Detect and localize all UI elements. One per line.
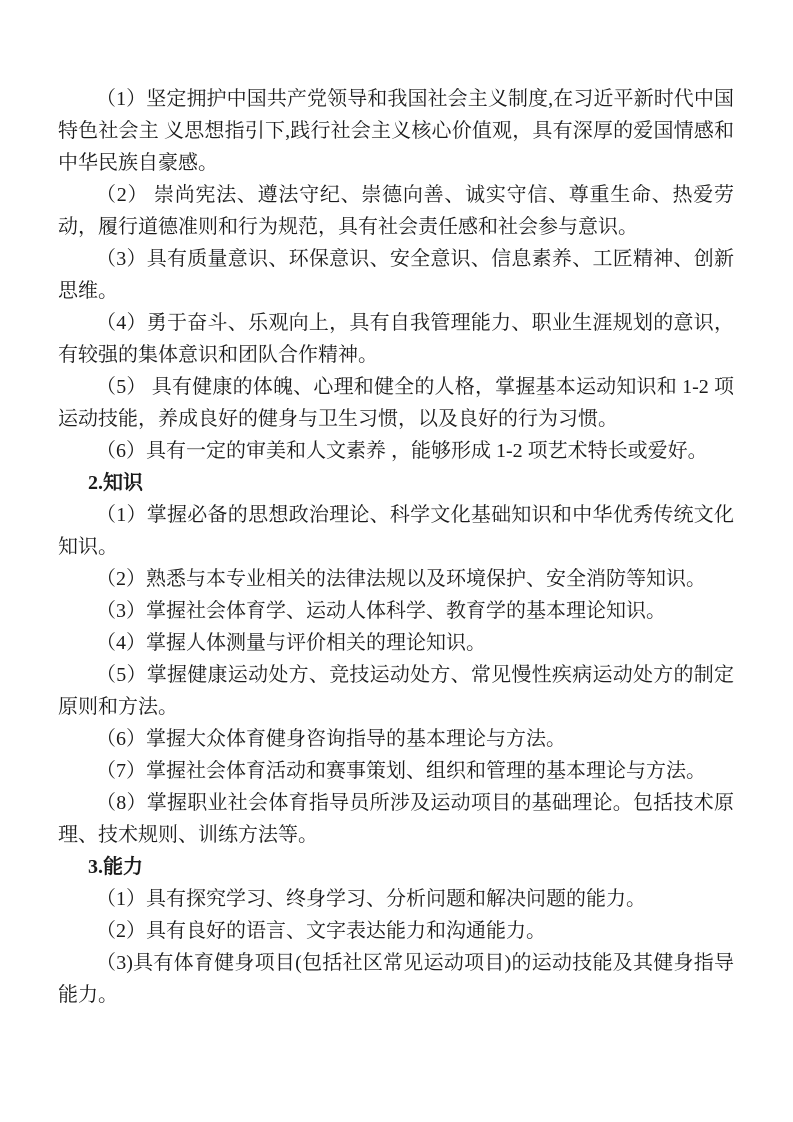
paragraph-knowledge-3: （3）掌握社会体育学、运动人体科学、教育学的基本理论知识。 — [96, 600, 666, 622]
paragraph-knowledge-2: （2）熟悉与本专业相关的法律法规以及环境保护、安全消防等知识。 — [96, 568, 706, 590]
paragraph-knowledge-6: （6）掌握大众体育健身咨询指导的基本理论与方法。 — [96, 728, 566, 750]
section-heading-knowledge: 2.知识 — [88, 472, 143, 494]
paragraph-knowledge-1: （1）掌握必备的思想政治理论、科学文化基础知识和中华优秀传统文化知识。 — [58, 504, 734, 558]
paragraph-quality-3: （3）具有质量意识、环保意识、安全意识、信息素养、工匠精神、创新思维。 — [58, 248, 734, 302]
paragraph-knowledge-8: （8）掌握职业社会体育指导员所涉及运动项目的基础理论。包括技术原理、技术规则、训练方法等。 — [58, 792, 734, 846]
paragraph-quality-4: （4）勇于奋斗、乐观向上，具有自我管理能力、职业生涯规划的意识，有较强的集体意识和团队合作精神。 — [58, 312, 734, 366]
paragraph-quality-6: （6）具有一定的审美和人文素养 ，能够形成 1-2 项艺术特长或爱好。 — [96, 440, 708, 462]
paragraph-ability-2: （2）具有良好的语言、文字表达能力和沟通能力。 — [96, 920, 546, 942]
paragraph-ability-1: （1）具有探究学习、终身学习、分析问题和解决问题的能力。 — [96, 888, 646, 910]
paragraph-ability-3: （3)具有体育健身项目(包括社区常见运动项目)的运动技能及其健身指导能力。 — [58, 952, 734, 1006]
paragraph-knowledge-5: （5）掌握健康运动处方、竞技运动处方、常见慢性疾病运动处方的制定原则和方法。 — [58, 664, 734, 718]
paragraph-knowledge-4: （4）掌握人体测量与评价相关的理论知识。 — [96, 632, 486, 654]
paragraph-knowledge-7: （7）掌握社会体育活动和赛事策划、组织和管理的基本理论与方法。 — [96, 760, 706, 782]
paragraph-quality-1: （1）坚定拥护中国共产党领导和我国社会主义制度,在习近平新时代中国特色社会主 义思想指引下,践行社会主义核心价值观，具有深厚的爱国情感和中华民族自豪感。 — [58, 88, 734, 174]
section-heading-ability: 3.能力 — [88, 856, 143, 878]
document-text-block — [58, 83, 734, 1011]
paragraph-quality-2: （2） 崇尚宪法、遵法守纪、崇德向善、诚实守信、尊重生命、热爱劳动，履行道德准则和行为规范，具有社会责任感和社会参与意识。 — [58, 184, 734, 238]
paragraph-quality-5: （5） 具有健康的体魄、心理和健全的人格，掌握基本运动知识和 1-2 项运动技能，养成良好的健身与卫生习惯，以及良好的行为习惯。 — [58, 376, 734, 430]
